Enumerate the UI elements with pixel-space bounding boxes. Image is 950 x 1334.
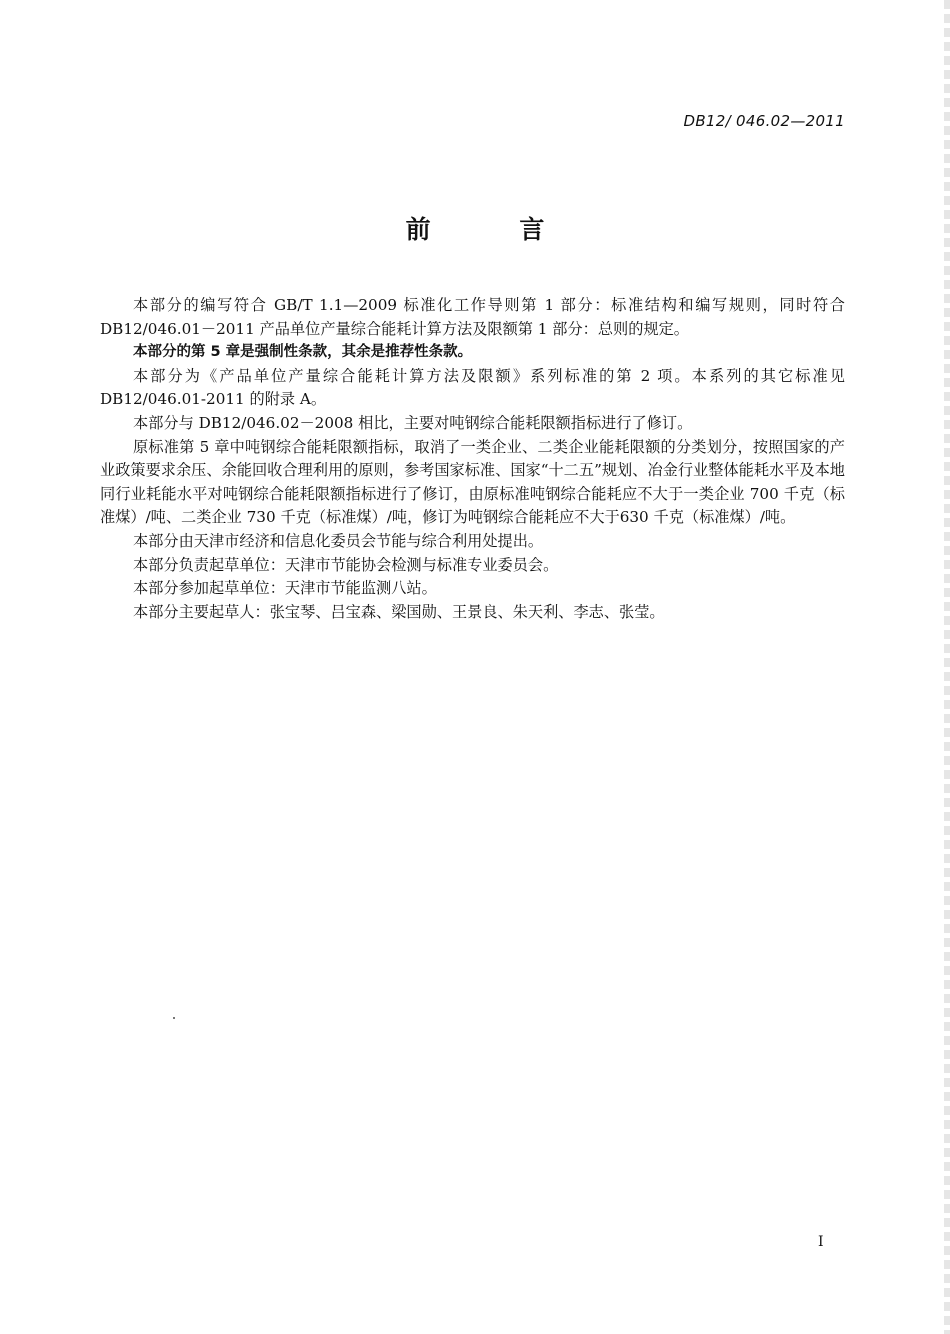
- standard-code: DB12/ 046.02—2011: [683, 112, 845, 130]
- scan-edge-decoration: [944, 0, 950, 1334]
- paragraph-compliance: 本部分的编写符合 GB/T 1.1—2009 标准化工作导则第 1 部分：标准结构和编写规则，同时符合DB12/046.01－2011 产品单位产量综合能耗计算方法及限额第 1 部分：总则的规定。: [100, 296, 845, 338]
- foreword-body: [100, 294, 845, 624]
- paragraph-mandatory-clause: 本部分的第 5 章是强制性条款，其余是推荐性条款。: [133, 344, 473, 361]
- paragraph-proposer: 本部分由天津市经济和信息化委员会节能与综合利用处提出。: [133, 531, 544, 550]
- page-title: 前 言: [405, 215, 585, 244]
- page-number: I: [818, 1234, 824, 1250]
- paragraph-revision: 本部分与 DB12/046.02－2008 相比，主要对吨钢综合能耗限额指标进行了修订。: [133, 413, 693, 432]
- paragraph-drafters: 本部分主要起草人：张宝琴、吕宝森、梁国勋、王景良、朱天利、李志、张莹。: [133, 602, 665, 621]
- paragraph-participating-unit: 本部分参加起草单位：天津市节能监测八站。: [133, 579, 437, 598]
- paragraph-revision-details: 原标准第 5 章中吨钢综合能耗限额指标，取消了一类企业、二类企业能耗限额的分类划分，按照国家的产业政策要求余压、余能回收合理利用的原则，参考国家标准、国家“十二五”规划、冶金行业整体能耗水平及本地同行业耗能水平对吨钢综合能耗限额指标进行了修订，由原标准吨钢综合能耗应不大于一类企业 700 千克（标准煤）/吨、二类企业 730 千克（标准煤）/吨，修订为吨钢综合能耗应不大于630 千克（标准煤）/吨。: [100, 437, 845, 527]
- paragraph-drafting-unit: 本部分负责起草单位：天津市节能协会检测与标准专业委员会。: [133, 555, 559, 574]
- scan-speck: [173, 1017, 175, 1019]
- paragraph-series: 本部分为《产品单位产量综合能耗计算方法及限额》系列标准的第 2 项。本系列的其它标准见DB12/046.01-2011 的附录 A。: [100, 366, 845, 409]
